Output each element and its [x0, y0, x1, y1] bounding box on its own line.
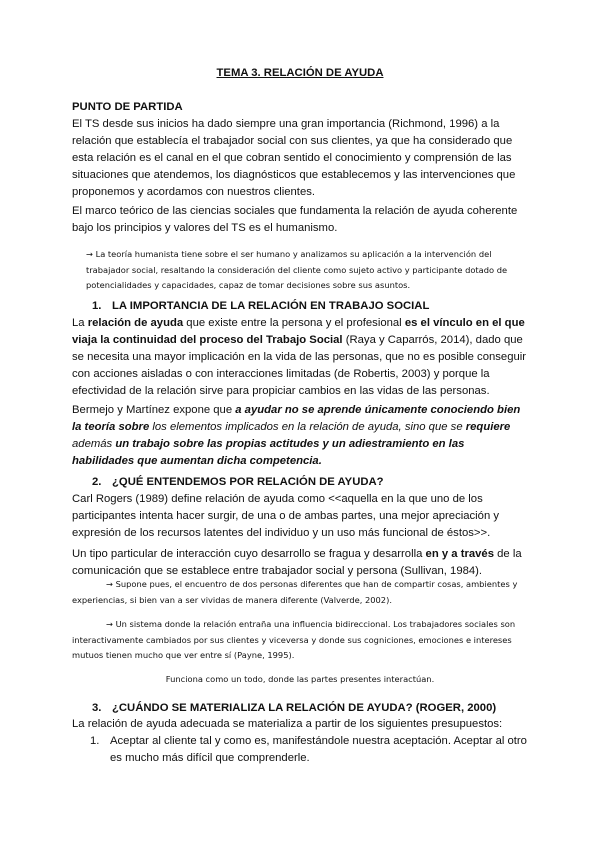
text-run-bold: en y a través [425, 548, 494, 560]
list-item [90, 733, 530, 767]
section-2-title: ¿QUÉ ENTENDEMOS POR RELACIÓN DE AYUDA? [112, 476, 384, 488]
paragraph-punto-partida-2: El marco teórico de las ciencias sociales que fundamenta la relación de ayuda coherente bajo los principios y valores del TS es el humanismo. [72, 205, 518, 234]
section-2-heading [92, 474, 384, 491]
text-run-bold: relación de ayuda [87, 317, 184, 329]
text-run: Bermejo y Martínez expone que [72, 404, 236, 416]
section-3-title: ¿CUÁNDO SE MATERIALIZA LA RELACIÓN DE AYUDA? (ROGER, 2000) [112, 702, 497, 714]
text-run: que existe entre la persona y el profesional [183, 317, 405, 329]
paragraph-section-2-2 [72, 546, 528, 580]
paragraph-section-1-1 [72, 315, 528, 400]
text-run: de la comunicación que se establece entre trabajador social y persona (Sullivan, 1984). [72, 548, 522, 577]
text-run-bold: es el vínculo en el que viaja la continuidad del proceso del Trabajo Social [72, 317, 525, 346]
section-1-title: LA IMPORTANCIA DE LA RELACIÓN EN TRABAJO SOCIAL [112, 300, 430, 312]
list-item-text: Aceptar al cliente tal y como es, manifestándole nuestra aceptación. Aceptar al otro es mucho más difícil que comprenderle. [110, 735, 527, 764]
section-1-heading [92, 298, 429, 315]
section-1-number: 1. [92, 300, 102, 312]
note-humanismo: → La teoría humanista tiene sobre el ser humano y analizamos su aplicación a la intervención del trabajador social, resaltando la consideración del cliente como sujeto activo y participante dotado de potencialidades y capacidades, capaz de tomar decisiones sobre sus asuntos. [86, 249, 508, 290]
paragraph-section-3-intro: La relación de ayuda adecuada se materializa a partir de los siguientes presupuestos: [72, 718, 503, 730]
section-2-number: 2. [92, 476, 102, 488]
note-funciona: Funciona como un todo, donde las partes presentes interactúan. [165, 674, 435, 684]
text-run: La [72, 317, 88, 329]
text-run: (Raya y Caparrós, 2014), dado que se necesita una mayor implicación en la vida de las personas, que no es posible conseguir con acciones aisladas o con interacciones limitadas (de Robertis, 2003) y porque la efectividad de la relación sirve para propiciar cambios en las vidas de las personas. [72, 334, 527, 397]
paragraph-punto-partida-1: El TS desde sus inicios ha dado siempre una gran importancia (Richmond, 1996) a la relación que establecía el trabajador social con sus clientes, ya que ha considerado que esta relación es el canal en el que cobran sentido el conocimiento y comprensión de las situaciones que atendemos, los diagnósticos que establecemos y las intervenciones que proponemos y acordamos con nuestros clientes. [72, 118, 516, 198]
presupuestos-list [90, 733, 530, 767]
text-run: Un tipo particular de interacción cuyo desarrollo se fragua y desarrolla [72, 548, 426, 560]
note-encuentro: → Supone pues, el encuentro de dos personas diferentes que han de compartir cosas, ambientes y experiencias, si bien van a ser vividas de manera diferente (Valverde, 2002). [72, 579, 518, 605]
section-3-heading [92, 700, 496, 717]
text-run-italic: además [72, 438, 116, 450]
heading-punto-partida: PUNTO DE PARTIDA [72, 101, 183, 113]
paragraph-section-1-2 [72, 402, 528, 470]
section-3-number: 3. [92, 702, 102, 714]
text-run-bold-italic: a ayudar no se aprende únicamente conociendo bien la teoría sobre [72, 404, 521, 433]
list-item-number: 1. [90, 735, 100, 747]
text-run-bold-italic: un trabajo sobre las propias actitudes y un adiestramiento en las habilidades que aumentan dicha competencia. [72, 438, 465, 467]
text-run-italic: los elementos implicados en la relación de ayuda, sino que se [149, 421, 466, 433]
note-sistema: → Un sistema donde la relación entraña una influencia bidireccional. Los trabajadores sociales son interactivamente cambiados por sus clientes y viceversa y donde sus cogniciones, emociones e intereses mutuos tienen mucho que ver entre sí (Payne, 1995). [72, 619, 516, 660]
text-run-bold-italic: requiere [465, 421, 511, 433]
document-title: TEMA 3. RELACIÓN DE AYUDA [216, 67, 384, 79]
paragraph-section-2-1: Carl Rogers (1989) define relación de ayuda como <<aquella en la que uno de los participantes intenta hacer surgir, de una o de ambas partes, una mejor apreciación y expresión de los recursos latentes del individuo y un uso más funcional de éstos>>. [72, 493, 500, 539]
